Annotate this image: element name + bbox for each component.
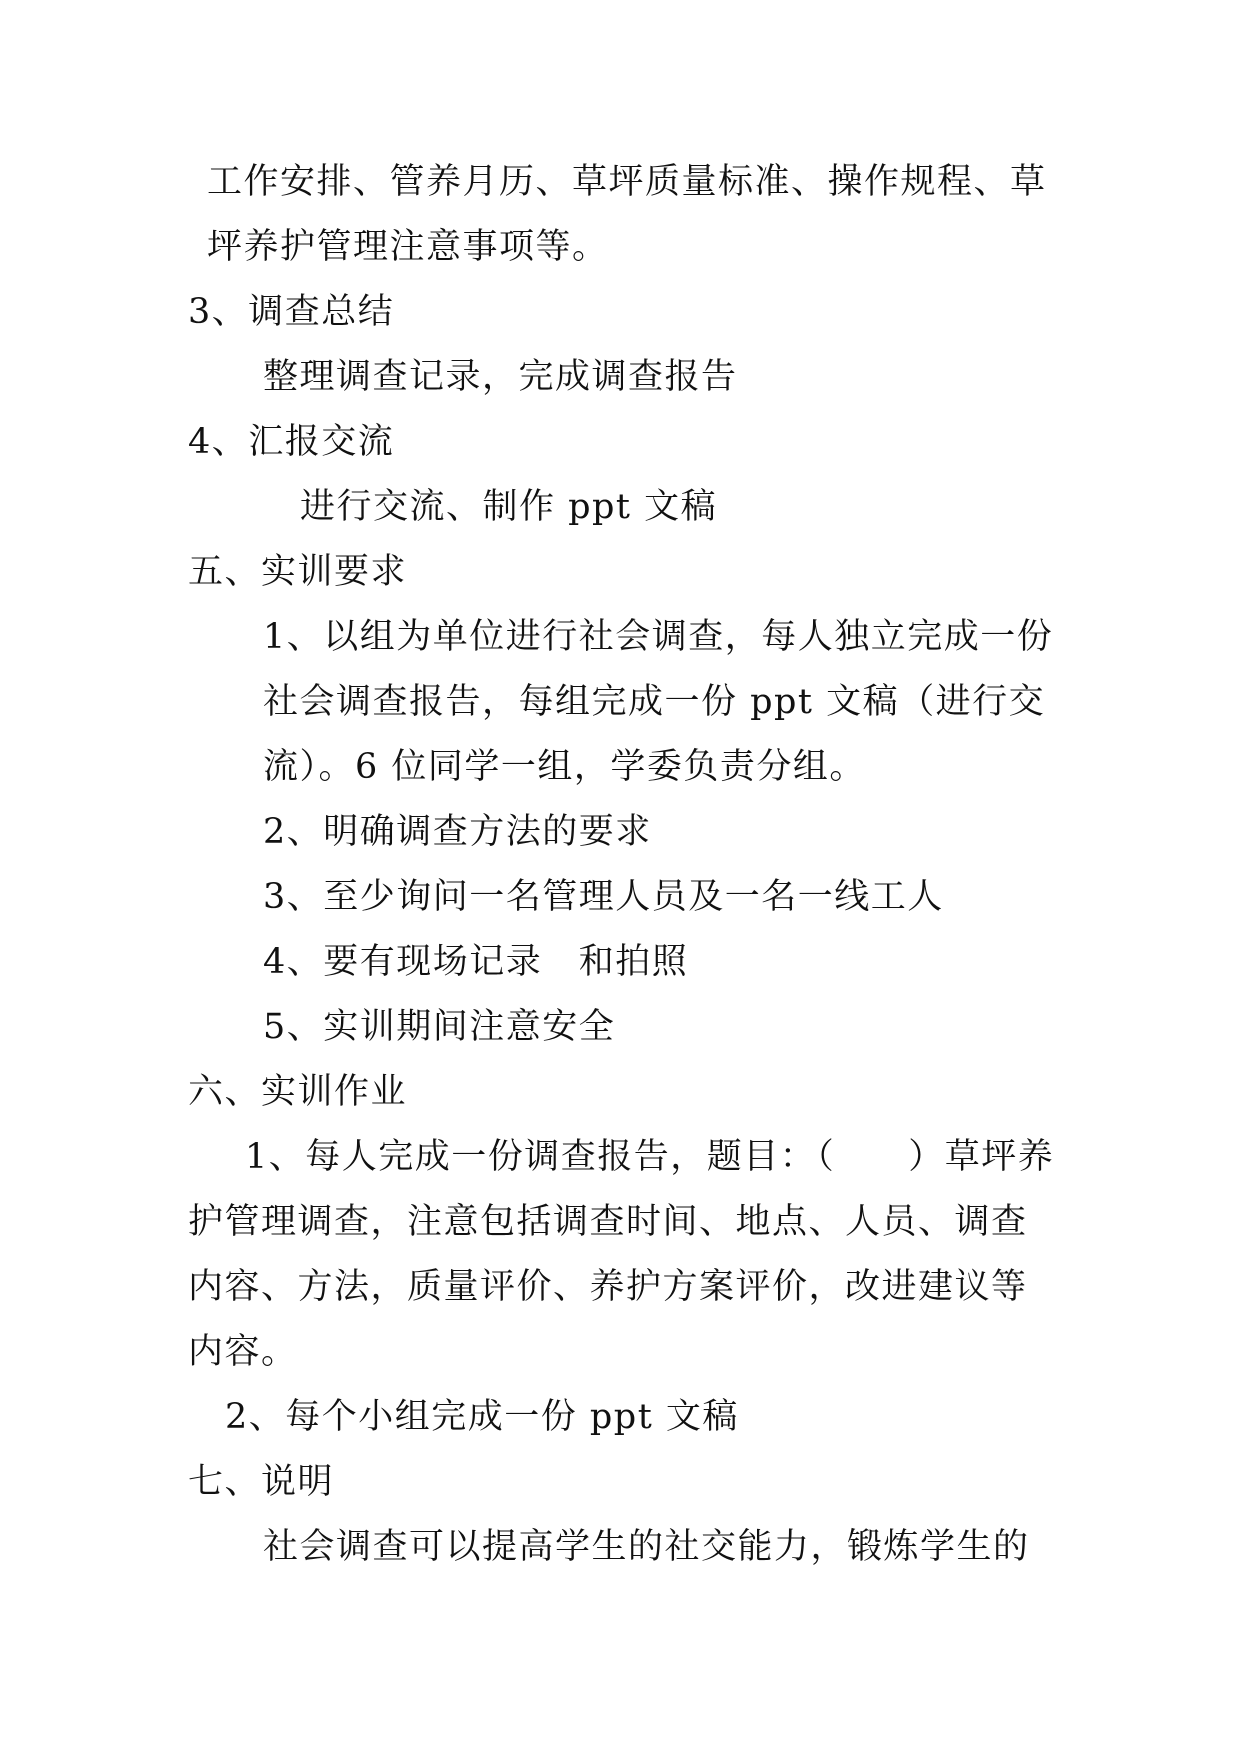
body-text-line: 进行交流、制作 ppt 文稿 — [300, 487, 718, 527]
subsection-heading: 3、调查总结 — [188, 292, 395, 332]
section-heading: 六、实训作业 — [188, 1072, 408, 1112]
list-item-continuation: 内容。 — [188, 1332, 298, 1372]
list-item: 4、要有现场记录 和拍照 — [263, 942, 689, 982]
list-item: 1、以组为单位进行社会调查，每人独立完成一份 — [263, 617, 1054, 657]
section-heading: 七、说明 — [188, 1462, 335, 1502]
list-item: 5、实训期间注意安全 — [263, 1007, 616, 1047]
list-item: 1、每人完成一份调查报告，题目：（ ）草坪养 — [245, 1137, 1055, 1177]
section-heading: 五、实训要求 — [188, 552, 408, 592]
list-item-continuation: 社会调查报告，每组完成一份 ppt 文稿（进行交 — [263, 682, 1046, 722]
list-item-continuation: 流）。6 位同学一组，学委负责分组。 — [263, 747, 866, 787]
body-text-line: 坪养护管理注意事项等。 — [207, 227, 609, 267]
body-text-line: 工作安排、管养月历、草坪质量标准、操作规程、草 — [207, 162, 1047, 202]
subsection-heading: 4、汇报交流 — [188, 422, 395, 462]
list-item: 2、明确调查方法的要求 — [263, 812, 652, 852]
list-item-continuation: 护管理调查，注意包括调查时间、地点、人员、调查 — [188, 1202, 1028, 1242]
list-item: 2、每个小组完成一份 ppt 文稿 — [225, 1397, 739, 1437]
list-item: 3、至少询问一名管理人员及一名一线工人 — [263, 877, 944, 917]
body-text-line: 社会调查可以提高学生的社交能力，锻炼学生的 — [263, 1527, 1030, 1567]
body-text-line: 整理调查记录，完成调查报告 — [263, 357, 738, 397]
list-item-continuation: 内容、方法，质量评价、养护方案评价，改进建议等 — [188, 1267, 1028, 1307]
